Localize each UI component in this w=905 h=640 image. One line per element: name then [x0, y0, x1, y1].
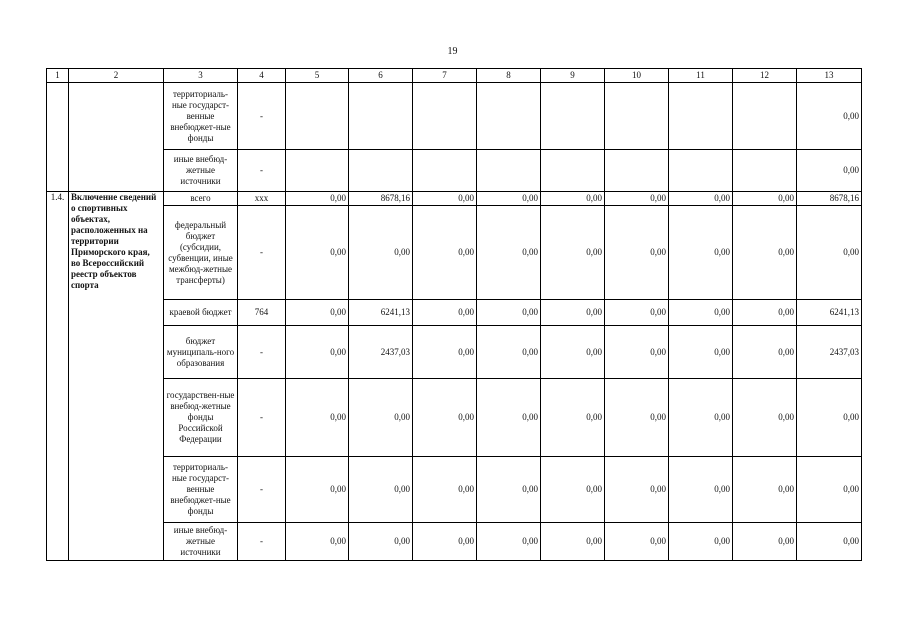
table-row — [47, 83, 862, 150]
funding-table — [46, 68, 862, 561]
total-cell: 0,00 — [797, 523, 862, 561]
source-cell: краевой бюджет — [164, 300, 238, 326]
value-cell: 0,00 — [669, 379, 733, 457]
value-cell — [349, 83, 413, 150]
value-cell: 0,00 — [413, 457, 477, 523]
value-cell: 0,00 — [413, 523, 477, 561]
code-cell: - — [238, 206, 286, 300]
value-cell — [286, 150, 349, 192]
value-cell: 0,00 — [733, 206, 797, 300]
value-cell — [669, 150, 733, 192]
table-row — [47, 300, 862, 326]
value-cell: 0,00 — [413, 206, 477, 300]
value-cell: 0,00 — [477, 326, 541, 379]
header-cell: 11 — [669, 69, 733, 83]
total-cell: 0,00 — [797, 83, 862, 150]
value-cell: 0,00 — [669, 523, 733, 561]
total-cell: 0,00 — [797, 150, 862, 192]
source-cell: бюджет муниципаль-ного образования — [164, 326, 238, 379]
value-cell: 0,00 — [605, 300, 669, 326]
value-cell: 0,00 — [605, 326, 669, 379]
header-row — [47, 69, 862, 83]
header-cell: 9 — [541, 69, 605, 83]
value-cell: 0,00 — [286, 300, 349, 326]
value-cell: 0,00 — [286, 192, 349, 206]
value-cell: 0,00 — [733, 379, 797, 457]
source-cell: иные внебюд-жетные источники — [164, 150, 238, 192]
table-row — [47, 379, 862, 457]
value-cell: 0,00 — [541, 523, 605, 561]
value-cell: 0,00 — [286, 206, 349, 300]
source-cell: территориаль-ные государст-венные внебюджет-ные фонды — [164, 83, 238, 150]
value-cell: 0,00 — [733, 523, 797, 561]
value-cell: 0,00 — [413, 300, 477, 326]
value-cell: 0,00 — [477, 457, 541, 523]
code-cell: - — [238, 326, 286, 379]
value-cell: 0,00 — [286, 326, 349, 379]
value-cell: 0,00 — [286, 379, 349, 457]
source-cell: иные внебюд-жетные источники — [164, 523, 238, 561]
table-row — [47, 150, 862, 192]
table-row — [47, 326, 862, 379]
value-cell: 0,00 — [477, 379, 541, 457]
header-cell: 3 — [164, 69, 238, 83]
code-cell: - — [238, 150, 286, 192]
value-cell — [605, 83, 669, 150]
value-cell: 0,00 — [349, 379, 413, 457]
value-cell: 0,00 — [541, 326, 605, 379]
value-cell: 0,00 — [669, 326, 733, 379]
table-row — [47, 523, 862, 561]
source-cell: территориаль-ные государст-венные внебюджет-ные фонды — [164, 457, 238, 523]
item-name: Включение сведений о спортивных объектах, расположенных на территории Приморского края, во Всероссийский реестр объектов спорта — [69, 192, 164, 561]
value-cell: 0,00 — [349, 206, 413, 300]
value-cell — [605, 150, 669, 192]
value-cell: 0,00 — [286, 523, 349, 561]
header-cell: 12 — [733, 69, 797, 83]
item-number: 1.4. — [47, 192, 69, 561]
source-cell: государствен-ные внебюд-жетные фонды Российской Федерации — [164, 379, 238, 457]
value-cell: 0,00 — [669, 457, 733, 523]
value-cell — [349, 150, 413, 192]
header-cell: 2 — [69, 69, 164, 83]
value-cell: 0,00 — [605, 523, 669, 561]
header-cell: 7 — [413, 69, 477, 83]
total-cell: 8678,16 — [797, 192, 862, 206]
value-cell: 0,00 — [477, 206, 541, 300]
value-cell: 0,00 — [733, 192, 797, 206]
total-cell: 6241,13 — [797, 300, 862, 326]
value-cell — [413, 83, 477, 150]
value-cell — [413, 150, 477, 192]
table-row — [47, 457, 862, 523]
total-cell: 0,00 — [797, 206, 862, 300]
value-cell: 0,00 — [349, 523, 413, 561]
code-cell: - — [238, 457, 286, 523]
header-cell: 13 — [797, 69, 862, 83]
value-cell: 0,00 — [477, 523, 541, 561]
value-cell: 0,00 — [413, 192, 477, 206]
value-cell: 0,00 — [541, 300, 605, 326]
value-cell: 0,00 — [541, 206, 605, 300]
value-cell: 0,00 — [541, 192, 605, 206]
value-cell — [541, 83, 605, 150]
item-name-cell — [69, 83, 164, 192]
header-cell: 4 — [238, 69, 286, 83]
table-row — [47, 206, 862, 300]
page-number: 19 — [447, 46, 458, 57]
value-cell — [733, 83, 797, 150]
value-cell — [669, 83, 733, 150]
code-cell: ххх — [238, 192, 286, 206]
value-cell: 0,00 — [541, 379, 605, 457]
code-cell: 764 — [238, 300, 286, 326]
item-number-cell — [47, 83, 69, 192]
code-cell: - — [238, 379, 286, 457]
value-cell — [541, 150, 605, 192]
value-cell: 0,00 — [477, 192, 541, 206]
value-cell: 0,00 — [605, 379, 669, 457]
value-cell: 0,00 — [477, 300, 541, 326]
value-cell: 2437,03 — [349, 326, 413, 379]
value-cell — [733, 150, 797, 192]
value-cell: 0,00 — [286, 457, 349, 523]
header-cell: 8 — [477, 69, 541, 83]
header-cell: 1 — [47, 69, 69, 83]
code-cell: - — [238, 523, 286, 561]
value-cell: 6241,13 — [349, 300, 413, 326]
value-cell: 0,00 — [733, 457, 797, 523]
value-cell — [477, 83, 541, 150]
code-cell: - — [238, 83, 286, 150]
total-cell: 2437,03 — [797, 326, 862, 379]
value-cell: 0,00 — [413, 379, 477, 457]
value-cell: 0,00 — [349, 457, 413, 523]
value-cell: 0,00 — [669, 192, 733, 206]
table-row — [47, 192, 862, 206]
source-cell: всего — [164, 192, 238, 206]
value-cell: 0,00 — [605, 457, 669, 523]
value-cell: 0,00 — [669, 300, 733, 326]
value-cell: 0,00 — [605, 192, 669, 206]
header-cell: 6 — [349, 69, 413, 83]
total-cell: 0,00 — [797, 457, 862, 523]
value-cell — [286, 83, 349, 150]
value-cell: 0,00 — [413, 326, 477, 379]
value-cell: 0,00 — [733, 300, 797, 326]
value-cell: 0,00 — [605, 206, 669, 300]
total-cell: 0,00 — [797, 379, 862, 457]
header-cell: 5 — [286, 69, 349, 83]
header-cell: 10 — [605, 69, 669, 83]
value-cell: 0,00 — [733, 326, 797, 379]
value-cell: 0,00 — [669, 206, 733, 300]
value-cell: 0,00 — [541, 457, 605, 523]
value-cell: 8678,16 — [349, 192, 413, 206]
source-cell: федеральный бюджет (субсидии, субвенции, иные межбюд-жетные трансферты) — [164, 206, 238, 300]
value-cell — [477, 150, 541, 192]
